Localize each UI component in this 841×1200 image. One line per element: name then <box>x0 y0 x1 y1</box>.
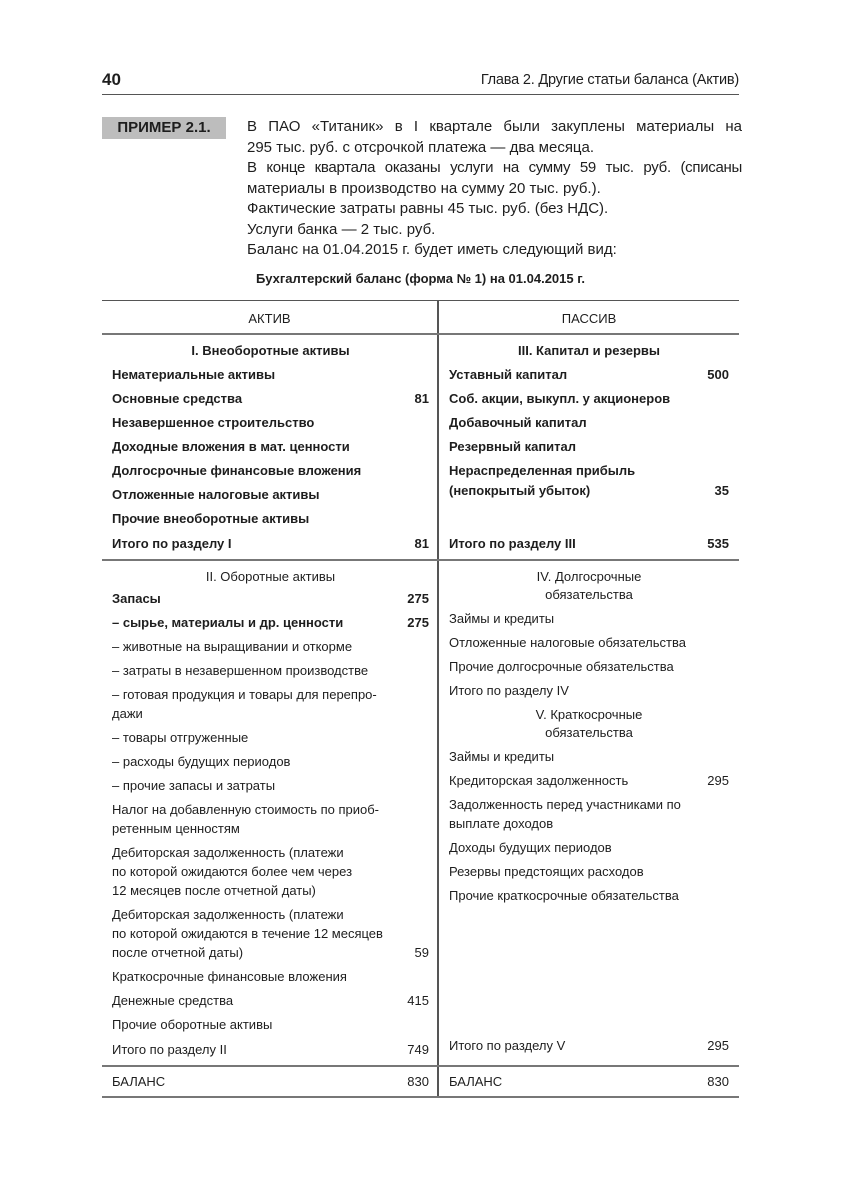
table-row <box>112 413 429 433</box>
balance-value: 830 <box>707 1074 729 1089</box>
table-row <box>449 838 729 858</box>
table-row <box>112 905 429 925</box>
page-header <box>102 70 739 95</box>
total-value: 295 <box>707 1038 729 1053</box>
section-title: V. Краткосрочные <box>535 707 643 722</box>
table-row <box>449 771 729 791</box>
table-row <box>449 389 729 409</box>
row-label: Доходные вложения в мат. ценности <box>112 439 350 454</box>
example-text <box>247 117 742 261</box>
chapter-title: Глава 2. Другие статьи баланса (Актив) <box>480 72 739 88</box>
section-total <box>449 534 729 554</box>
section-title: I. Внеоборотные активы <box>191 343 350 358</box>
row-label: – расходы будущих периодов <box>112 754 291 769</box>
row-label: Задолженность перед участниками по <box>449 797 681 812</box>
table-row <box>112 967 429 987</box>
table-row <box>112 843 429 863</box>
liabilities-header: ПАССИВ <box>561 311 617 326</box>
row-label: – животные на выращивании и откорме <box>112 639 353 654</box>
row-label: – готовая продукция и товары для перепро- <box>112 687 377 702</box>
table-row <box>112 509 429 529</box>
example-line: Фактические затраты равны 45 тыс. руб. (без НДС). <box>247 200 609 217</box>
row-label: Добавочный капитал <box>449 415 587 430</box>
balance-label: БАЛАНС <box>112 1074 166 1089</box>
row-label: Отложенные налоговые активы <box>112 487 320 502</box>
row-label: Отложенные налоговые обязательства <box>449 635 686 650</box>
row-label: Незавершенное строительство <box>112 415 315 430</box>
example-badge: ПРИМЕР 2.1. <box>102 117 226 139</box>
balance-value: 830 <box>407 1074 429 1089</box>
example-line: материалы в производство на сумму 20 тыс. руб.). <box>247 179 601 197</box>
total-label: Итого по разделу II <box>112 1042 227 1057</box>
table-row <box>112 637 429 657</box>
table-row <box>449 413 729 433</box>
table-row <box>449 365 729 385</box>
row-label: Запасы <box>112 591 161 606</box>
row-label: Краткосрочные финансовые вложения <box>112 969 347 984</box>
table-row <box>449 657 729 677</box>
row-label: Итого по разделу IV <box>449 683 569 698</box>
row-label: 12 месяцев после отчетной даты) <box>112 883 316 898</box>
row-label: после отчетной даты) <box>112 945 244 960</box>
row-value: 81 <box>414 391 429 406</box>
table-row <box>112 389 429 409</box>
table-row <box>112 365 429 385</box>
table-row <box>112 461 429 481</box>
row-label: Прочие краткосрочные обязательства <box>449 888 679 903</box>
table-row <box>449 681 729 701</box>
page-number: 40 <box>102 70 121 89</box>
table-row <box>112 437 429 457</box>
example-line: В конце квартала оказаны услуги на сумму 59 тыс. руб. (списаны <box>247 159 742 176</box>
total-label: Итого по разделу V <box>449 1038 566 1053</box>
row-label: дажи <box>112 706 143 721</box>
row-label: – товары отгруженные <box>112 730 249 745</box>
table-row <box>112 661 429 681</box>
section-title: IV. Долгосрочные <box>536 569 642 584</box>
row-label: Дебиторская задолженность (платежи <box>112 845 344 860</box>
section-title: III. Капитал и резервы <box>517 343 661 358</box>
row-label: по которой ожидаются более чем через <box>112 864 353 879</box>
row-label: Уставный капитал <box>449 367 568 382</box>
row-value: 35 <box>714 483 729 498</box>
divider <box>102 1065 739 1067</box>
table-row <box>449 437 729 457</box>
table-row <box>449 747 729 767</box>
row-label: Прочие оборотные активы <box>112 1017 273 1032</box>
table-row <box>449 609 729 629</box>
row-label: выплате доходов <box>449 816 554 831</box>
row-label: Налог на добавленную стоимость по приоб- <box>112 802 380 817</box>
row-label: Резервы предстоящих расходов <box>449 864 644 879</box>
section-total <box>112 1040 429 1060</box>
table-row <box>112 862 429 882</box>
row-label: Резервный капитал <box>449 439 577 454</box>
table-row <box>112 881 429 901</box>
column-divider <box>437 301 439 1097</box>
table-row <box>449 481 729 501</box>
example-line: Баланс на 01.04.2015 г. будет иметь следующий вид: <box>247 241 617 258</box>
section-total <box>112 534 429 554</box>
table-row <box>449 814 729 834</box>
section-total <box>449 1036 729 1056</box>
balance-row <box>112 1072 429 1092</box>
section-title: обязательства <box>545 725 633 740</box>
divider <box>102 1096 739 1098</box>
table-row <box>112 752 429 772</box>
table-row <box>112 485 429 505</box>
row-value: 295 <box>707 773 729 788</box>
section-title: II. Оборотные активы <box>205 569 336 584</box>
row-label: по которой ожидаются в течение 12 месяцев <box>112 926 383 941</box>
table-row <box>112 943 429 963</box>
divider <box>102 559 739 561</box>
total-value: 749 <box>407 1042 429 1057</box>
total-value: 81 <box>414 536 429 551</box>
total-value: 535 <box>707 536 729 551</box>
table-row <box>112 589 429 609</box>
row-label: (непокрытый убыток) <box>449 483 591 498</box>
table-row <box>449 795 729 815</box>
divider <box>102 333 739 335</box>
row-label: – сырье, материалы и др. ценности <box>112 615 344 630</box>
table-title: Бухгалтерский баланс (форма № 1) на 01.04.2015 г. <box>256 271 585 286</box>
row-label: Долгосрочные финансовые вложения <box>112 463 362 478</box>
row-value: 275 <box>407 615 429 630</box>
table-row <box>112 819 429 839</box>
row-label: – затраты в незавершенном производстве <box>112 663 369 678</box>
row-label: Прочие внеоборотные активы <box>112 511 310 526</box>
row-label: – прочие запасы и затраты <box>112 778 276 793</box>
row-value: 500 <box>707 367 729 382</box>
row-label: Кредиторская задолженность <box>449 773 629 788</box>
row-label: Денежные средства <box>112 993 234 1008</box>
example-line: Услуги банка — 2 тыс. руб. <box>247 220 436 238</box>
section-title: обязательства <box>545 587 633 602</box>
assets-header: АКТИВ <box>248 311 291 326</box>
total-label: Итого по разделу I <box>112 536 232 551</box>
row-label: Займы и кредиты <box>449 749 555 764</box>
table-row <box>112 800 429 820</box>
table-row <box>112 1015 429 1035</box>
row-value: 275 <box>407 591 429 606</box>
table-row <box>449 461 729 481</box>
example-line: 295 тыс. руб. с отсрочкой платежа — два месяца. <box>247 138 595 156</box>
table-row <box>112 613 429 633</box>
table-row <box>112 924 429 944</box>
row-label: Соб. акции, выкупл. у акционеров <box>449 391 671 406</box>
row-label: Нематериальные активы <box>112 367 276 382</box>
table-row <box>112 685 429 705</box>
balance-table <box>102 300 739 1089</box>
balance-row <box>449 1072 729 1092</box>
table-row <box>449 862 729 882</box>
row-value: 59 <box>414 945 429 960</box>
row-label: ретенным ценностям <box>112 821 240 836</box>
total-label: Итого по разделу III <box>449 536 576 551</box>
table-row <box>112 991 429 1011</box>
balance-label: БАЛАНС <box>449 1074 503 1089</box>
table-row <box>112 776 429 796</box>
row-label: Основные средства <box>112 391 243 406</box>
example-line: В ПАО «Титаник» в I квартале были закуплены материалы на <box>247 118 742 135</box>
row-label: Прочие долгосрочные обязательства <box>449 659 674 674</box>
row-value: 415 <box>407 993 429 1008</box>
table-row <box>112 728 429 748</box>
table-row <box>449 633 729 653</box>
table-row <box>449 886 729 906</box>
table-row <box>112 704 429 724</box>
row-label: Займы и кредиты <box>449 611 555 626</box>
row-label: Доходы будущих периодов <box>449 840 612 855</box>
row-label: Нераспределенная прибыль <box>449 463 636 478</box>
row-label: Дебиторская задолженность (платежи <box>112 907 344 922</box>
